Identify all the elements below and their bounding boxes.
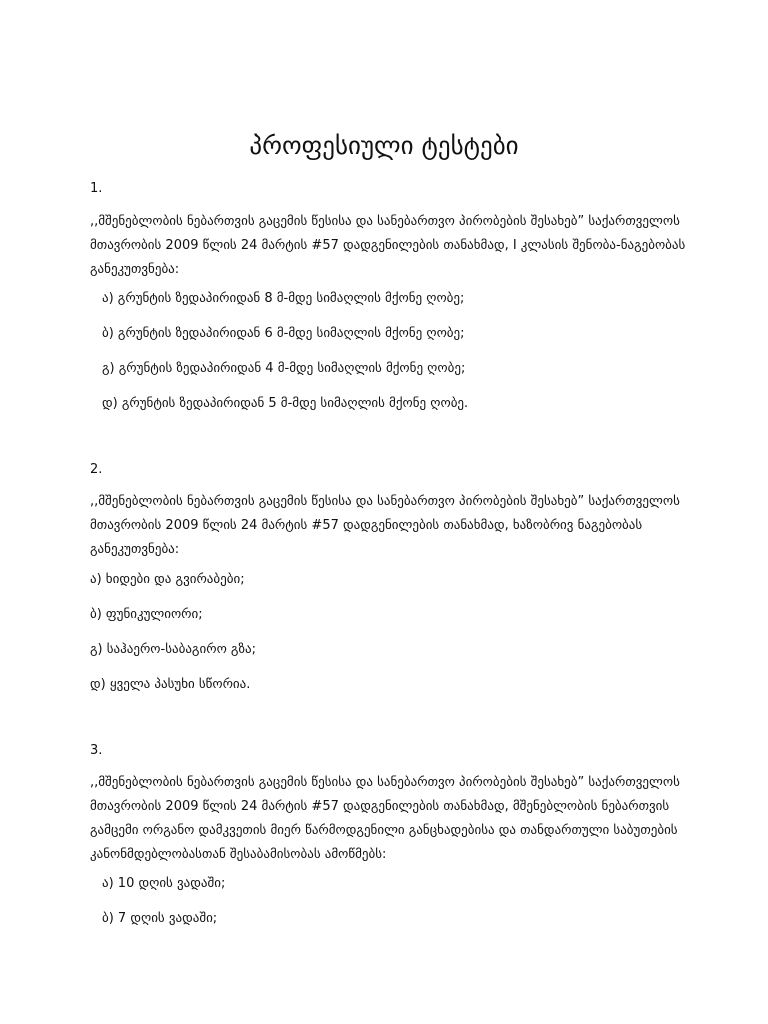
answer-option: ა) გრუნტის ზედაპირიდან 8 მ-მდე სიმაღლის მქონე ღობე; [102, 291, 465, 306]
question-number: 2. [90, 462, 103, 477]
answer-option: გ) საჰაერო-საბაგირო გზა; [90, 642, 256, 657]
answer-option: დ) ყველა პასუხი სწორია. [90, 677, 251, 692]
answer-option: ბ) გრუნტის ზედაპირიდან 6 მ-მდე სიმაღლის მქონე ღობე; [102, 326, 465, 341]
answer-option: გ) გრუნტის ზედაპირიდან 4 მ-მდე სიმაღლის მქონე ღობე; [102, 361, 466, 376]
answer-option: ბ) 7 დღის ვადაში; [102, 911, 218, 926]
question-number: 3. [90, 743, 103, 758]
question-text: ,,მშენებლობის ნებართვის გაცემის წესისა და სანებართვო პირობების შესახებ” საქართველოს მთავრობის 2009 წლის 24 მარტის #57 დადგენილების თანახმად, მშენებლობის ნებართვის გამცემი ორგანო დამკვეთის მიერ წარმოდგენილი განცხადებისა და თანდართული საბუთების კანონმდებლობასთან შესაბამისობას ამოწმებს: [90, 775, 680, 862]
answer-option: დ) გრუნტის ზედაპირიდან 5 მ-მდე სიმაღლის მქონე ღობე. [102, 396, 469, 411]
question-text: ,,მშენებლობის ნებართვის გაცემის წესისა და სანებართვო პირობების შესახებ” საქართველოს მთავრობის 2009 წლის 24 მარტის #57 დადგენილების თანახმად, I კლასის შენობა-ნაგებობას განეკუთვნება: [90, 214, 686, 277]
question-text: ,,მშენებლობის ნებართვის გაცემის წესისა და სანებართვო პირობების შესახებ” საქართველოს მთავრობის 2009 წლის 24 მარტის #57 დადგენილების თანახმად, ხაზობრივ ნაგებობას განეკუთვნება: [90, 494, 680, 557]
question-number: 1. [90, 181, 103, 196]
document-title: პროფესიული ტესტები [249, 131, 519, 160]
answer-option: ბ) ფუნიკულიორი; [90, 607, 203, 622]
answer-option: ა) ხიდები და გვირაბები; [90, 572, 245, 587]
answer-option: ა) 10 დღის ვადაში; [102, 876, 226, 891]
